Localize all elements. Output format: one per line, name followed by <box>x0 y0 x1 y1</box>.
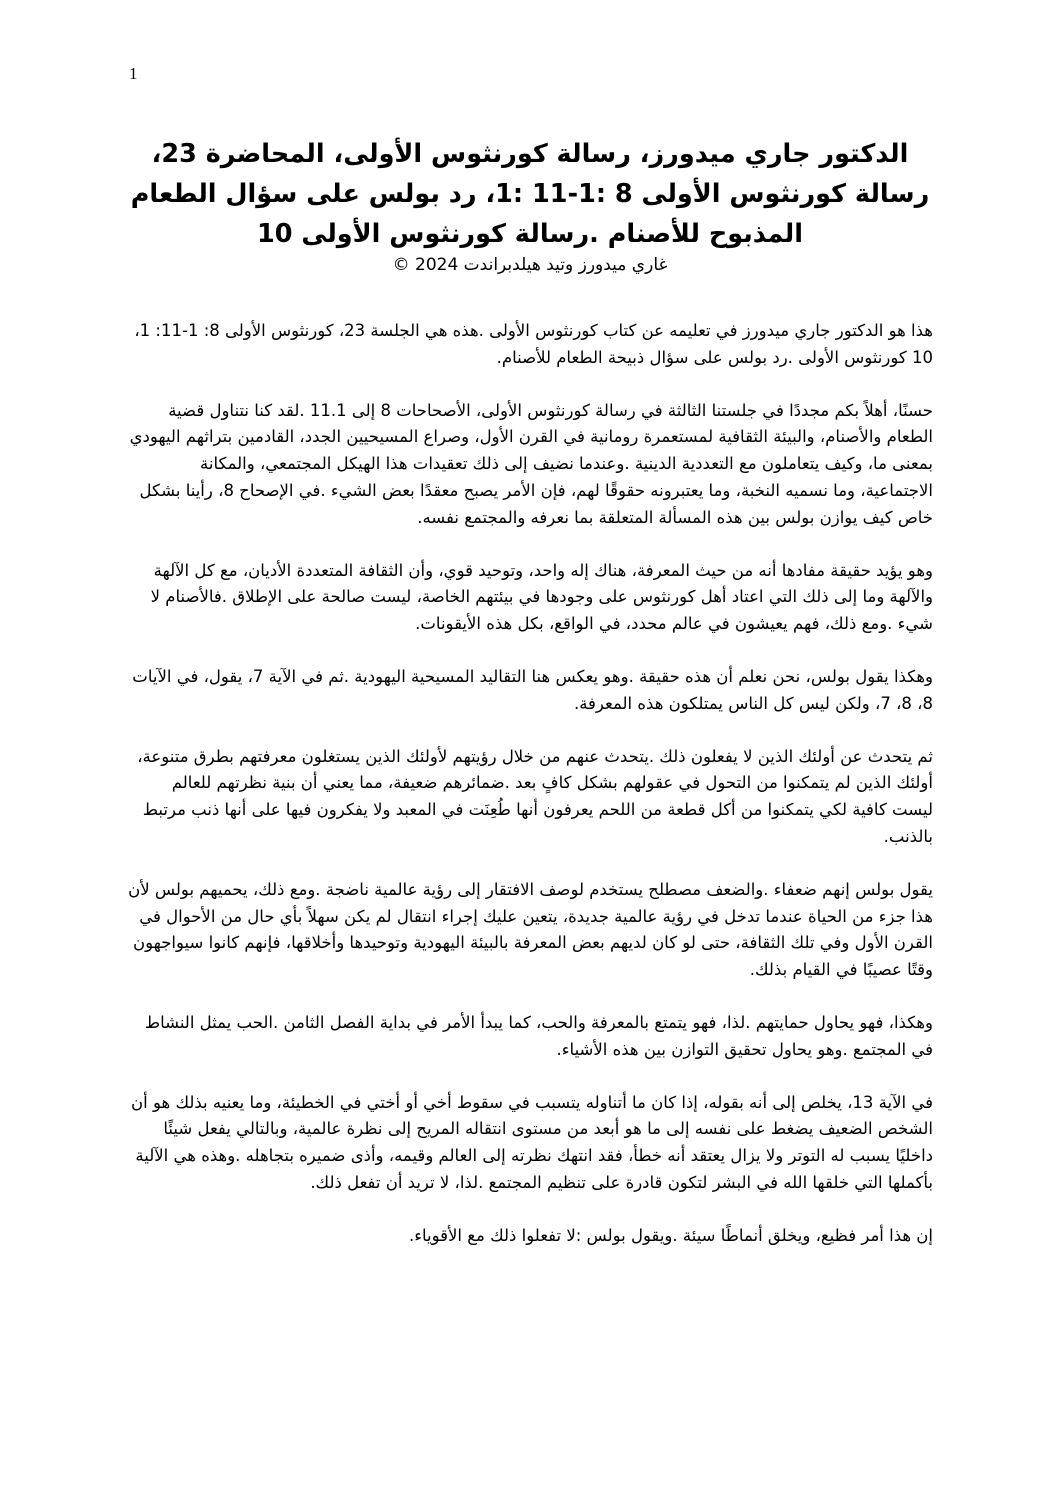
paragraph: وهكذا يقول بولس، نحن نعلم أن هذه حقيقة .وهو يعكس هنا التقاليد المسيحية اليهودية .ثم في الآية 7، يقول، في الآيات 8، 8، 7، ولكن ليس كل الناس يمتلكون هذه المعرفة. <box>132 666 933 713</box>
document-body <box>128 318 933 1276</box>
paragraph: في الآية 13، يخلص إلى أنه بقوله، إذا كان ما أتناوله يتسبب في سقوط أخي أو أختي في الخطيئة، وما يعنيه بذلك هو أن الشخص الضعيف يضغط على نفسه إلى ما هو أبعد من مستوى انتقاله المريح إلى نظرة عالمية، وبالتالي يفعل شيئًا داخليًا يسبب له التوتر ولا يزال يعتقد أنه خطأ، فقد انتهك نظرته إلى العالم وقيمه، وأذى ضميره بتجاهله .وهذه هي الآلية بأكملها التي خلقها الله في البشر لتكون قادرة على تنظيم المجتمع .لذا، لا تريد أن تفعل ذلك. <box>131 1092 933 1192</box>
paragraph: إن هذا أمر فظيع، ويخلق أنماطًا سيئة .ويقول بولس :لا تفعلوا ذلك مع الأقوياء. <box>408 1225 933 1245</box>
paragraph: وهكذا، فهو يحاول حمايتهم .لذا، فهو يتمتع بالمعرفة والحب، كما يبدأ الأمر في بداية الفصل الثامن .الحب يمثل النشاط في المجتمع .وهو يحاول تحقيق التوازن بين هذه الأشياء. <box>144 1012 933 1059</box>
paragraph: وهو يؤيد حقيقة مفادها أنه من حيث المعرفة، هناك إله واحد، وتوحيد قوي، وأن الثقافة المتعددة الأديان، مع كل الآلهة والآلهة وما إلى ذلك التي اعتاد أهل كورنثوس على وجودها في بيئتهم الخاصة، ليست صالحة على الإطلاق .فالأصنام لا شيء .ومع ذلك، فهم يعيشون في عالم محدد، في الواقع، بكل هذه الأيقونات. <box>150 560 933 634</box>
paragraph-intro: هذا هو الدكتور جاري ميدورز في تعليمه عن كتاب كورنثوس الأولى .هذه هي الجلسة 23، كورنثوس الأولى 8: 1-11: 1، 10 كورنثوس الأولى .رد بولس على سؤال ذبيحة الطعام للأصنام. <box>134 321 933 367</box>
page-number: 1 <box>129 64 138 83</box>
copyright-line: غاري ميدورز وتيد هيلدبراندت 2024 © <box>392 255 668 275</box>
title-block <box>130 134 930 276</box>
paragraph: ثم يتحدث عن أولئك الذين لا يفعلون ذلك .يتحدث عنهم من خلال رؤيتهم لأولئك الذين يستغلون معرفتهم بطرق متنوعة، أولئك الذين لم يتمكنوا من التحول في عقولهم بشكل كافٍ بعد .ضمائرهم ضعيفة، مما يعني أن بنية نظرتهم للعالم ليست كافية لكي يتمكنوا من أكل قطعة من اللحم يعرفون أنها طُعِنَت في المعبد ولا يفكرون فيها على أنها ذنب مرتبط بالذنب. <box>137 746 933 846</box>
paragraph: يقول بولس إنهم ضعفاء .والضعف مصطلح يستخدم لوصف الافتقار إلى رؤية عالمية ناضجة .ومع ذلك، يحميهم بولس لأن هذا جزء من الحياة عندما تدخل في رؤية عالمية جديدة، يتعين عليك إجراء انتقال لم يكن سهلاً بأي حال من الأحوال في القرن الأول وفي تلك الثقافة، حتى لو كان لديهم بعض المعرفة بالبيئة اليهودية وتوحيدها وأخلاقها، فإنهم كانوا سيواجهون وقتًا عصيبًا في القيام بذلك. <box>128 879 933 980</box>
page-title: الدكتور جاري ميدورز، رسالة كورنثوس الأولى، المحاضرة 23، رسالة كورنثوس الأولى 8 :1-11 :1، رد بولس على سؤال الطعام المذبوح للأصنام .رسالة كورنثوس الأولى 10 <box>130 139 930 249</box>
paragraph: حسنًا، أهلاً بكم مجددًا في جلستنا الثالثة في رسالة كورنثوس الأولى، الأصحاحات 8 إلى 11.1 .لقد كنا نتناول قضية الطعام والأصنام، والبيئة الثقافية لمستعمرة رومانية في القرن الأول، وصراع المسيحيين الجدد، القادمين بتراثهم اليهودي بمعنى ما، وكيف يتعاملون مع التعددية الدينية .وعندما نضيف إلى ذلك تعقيدات هذا الهيكل المجتمعي، والمكانة الاجتماعية، وما نسميه النخبة، وما يعتبرونه حقوقًا لهم، فإن الأمر يصبح معقدًا بعض الشيء .في الإصحاح 8، رأينا بشكل خاص كيف يوازن بولس بين هذه المسألة المتعلقة بما نعرفه والمجتمع نفسه. <box>129 400 933 527</box>
